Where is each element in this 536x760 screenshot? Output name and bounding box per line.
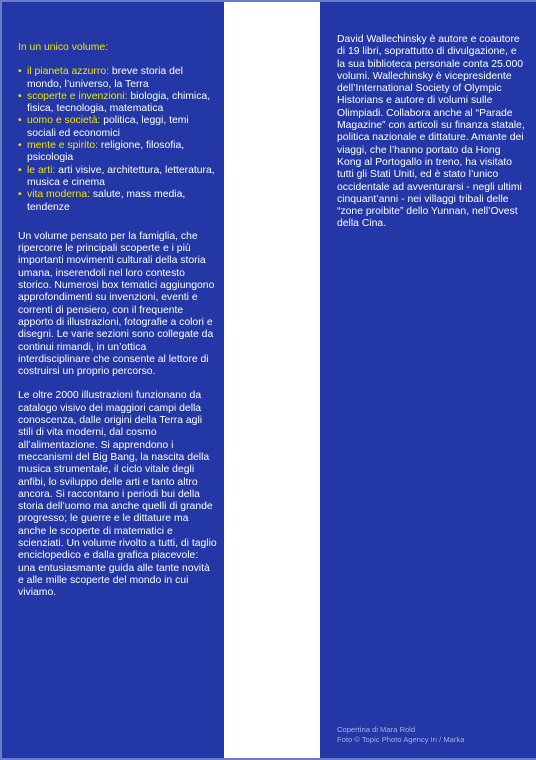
bullet-icon: • <box>18 66 22 78</box>
topic-item <box>18 115 218 140</box>
author-bio <box>337 34 527 243</box>
description-column <box>18 42 218 611</box>
bullet-icon: • <box>18 115 22 127</box>
topic-label: scoperte e invenzioni: <box>27 90 128 102</box>
contents-heading: In un unico volume: <box>18 42 109 53</box>
topic-item <box>18 66 218 91</box>
topic-text: arti visive, architettura, letteratura, musica e cinema <box>27 164 215 188</box>
bullet-icon: • <box>18 90 22 102</box>
cover-credit: Copertina di Mara Rold <box>337 725 416 734</box>
topic-text: religione, filosofia, psicologia <box>27 140 185 164</box>
topic-item <box>18 140 218 165</box>
topics-list <box>18 66 218 214</box>
topic-label: mente e spirito: <box>27 140 99 152</box>
photo-credit: Foto © Topic Photo Agency In / Marka <box>337 735 465 744</box>
cover-credits <box>337 725 532 745</box>
topic-label: vita moderna: <box>27 189 90 201</box>
topic-label: le arti: <box>27 164 56 176</box>
topic-label: il pianeta azzurro: <box>27 66 110 78</box>
topic-text: salute, mass media, tendenze <box>27 189 186 213</box>
topic-item <box>18 165 218 190</box>
author-bio-text: David Wallechinsky è autore e coautore di 19 libri, soprattutto di divulgazione, e la sua biblioteca personale conta 25.000 volumi. Wallechinsky è vicepresidente dell’International Society of Olympic Historians e autore di volumi sulle Olimpiadi. Collabora anche al “Parade Magazine” con articoli su finanza statale, politica nazionale e dittature. Amante dei viaggi, che l’hanno portato da Hong Kong al Portogallo in treno, ha visitato tutti gli Stati Uniti, ed è stato l’unico occidentale ad avventurarsi - negli ultimi cinquant’anni - nei villaggi tribali delle “zone proibite” dello Yunnan, nell’Ovest della Cina. <box>337 34 525 230</box>
bullet-icon: • <box>18 189 22 201</box>
topic-item <box>18 189 218 214</box>
bullet-icon: • <box>18 140 22 152</box>
topic-text: biologia, chimica, fisica, tecnologia, matematica <box>27 90 211 115</box>
description-paragraph-1: Un volume pensato per la famiglia, che ripercorre le principali scoperte e i più importanti movimenti culturali della storia umana, inserendoli nel loro contesto storico. Numerosi box tematici aggiungono approfondimenti su invenzioni, eventi e correnti di pensiero, con il frequente apporto di illustrazioni, fotografie a colori e disegni. Le varie sezioni sono collegate da continui rimandi, in un’ottica interdisciplinare che consente al lettore di costruirsi un proprio percorso. <box>18 230 215 378</box>
topic-text: politica, leggi, temi sociali ed economici <box>27 115 189 139</box>
white-band <box>224 2 320 760</box>
topic-text: breve storia del mondo, l’universo, la Terra <box>27 66 183 90</box>
topic-label: uomo e società: <box>27 115 101 127</box>
description-paragraph-2: Le oltre 2000 illustrazioni funzionano da catalogo visivo dei maggiori campi della conoscenza, dalle origini della Terra agli stili di vita moderni, dal cosmo all’alimentazione. Si apprendono i meccanismi del Big Bang, la nascita della musica strumentale, il ciclo vitale degli anfibi, lo sviluppo delle arti e tanto altro ancora. Si raccontano i periodi bui della storia dell’uomo ma anche quelli di grande progresso; le guerre e le dittature ma anche le scoperte di matematici e scienziati. Un volume rivolto a tutti, di taglio enciclopedico e dalla grafica piacevole: una entusiasmante guida alle tante novità e alle mille scoperte del mondo in cui viviamo. <box>18 390 217 599</box>
bullet-icon: • <box>18 164 22 176</box>
topic-item <box>18 91 218 116</box>
